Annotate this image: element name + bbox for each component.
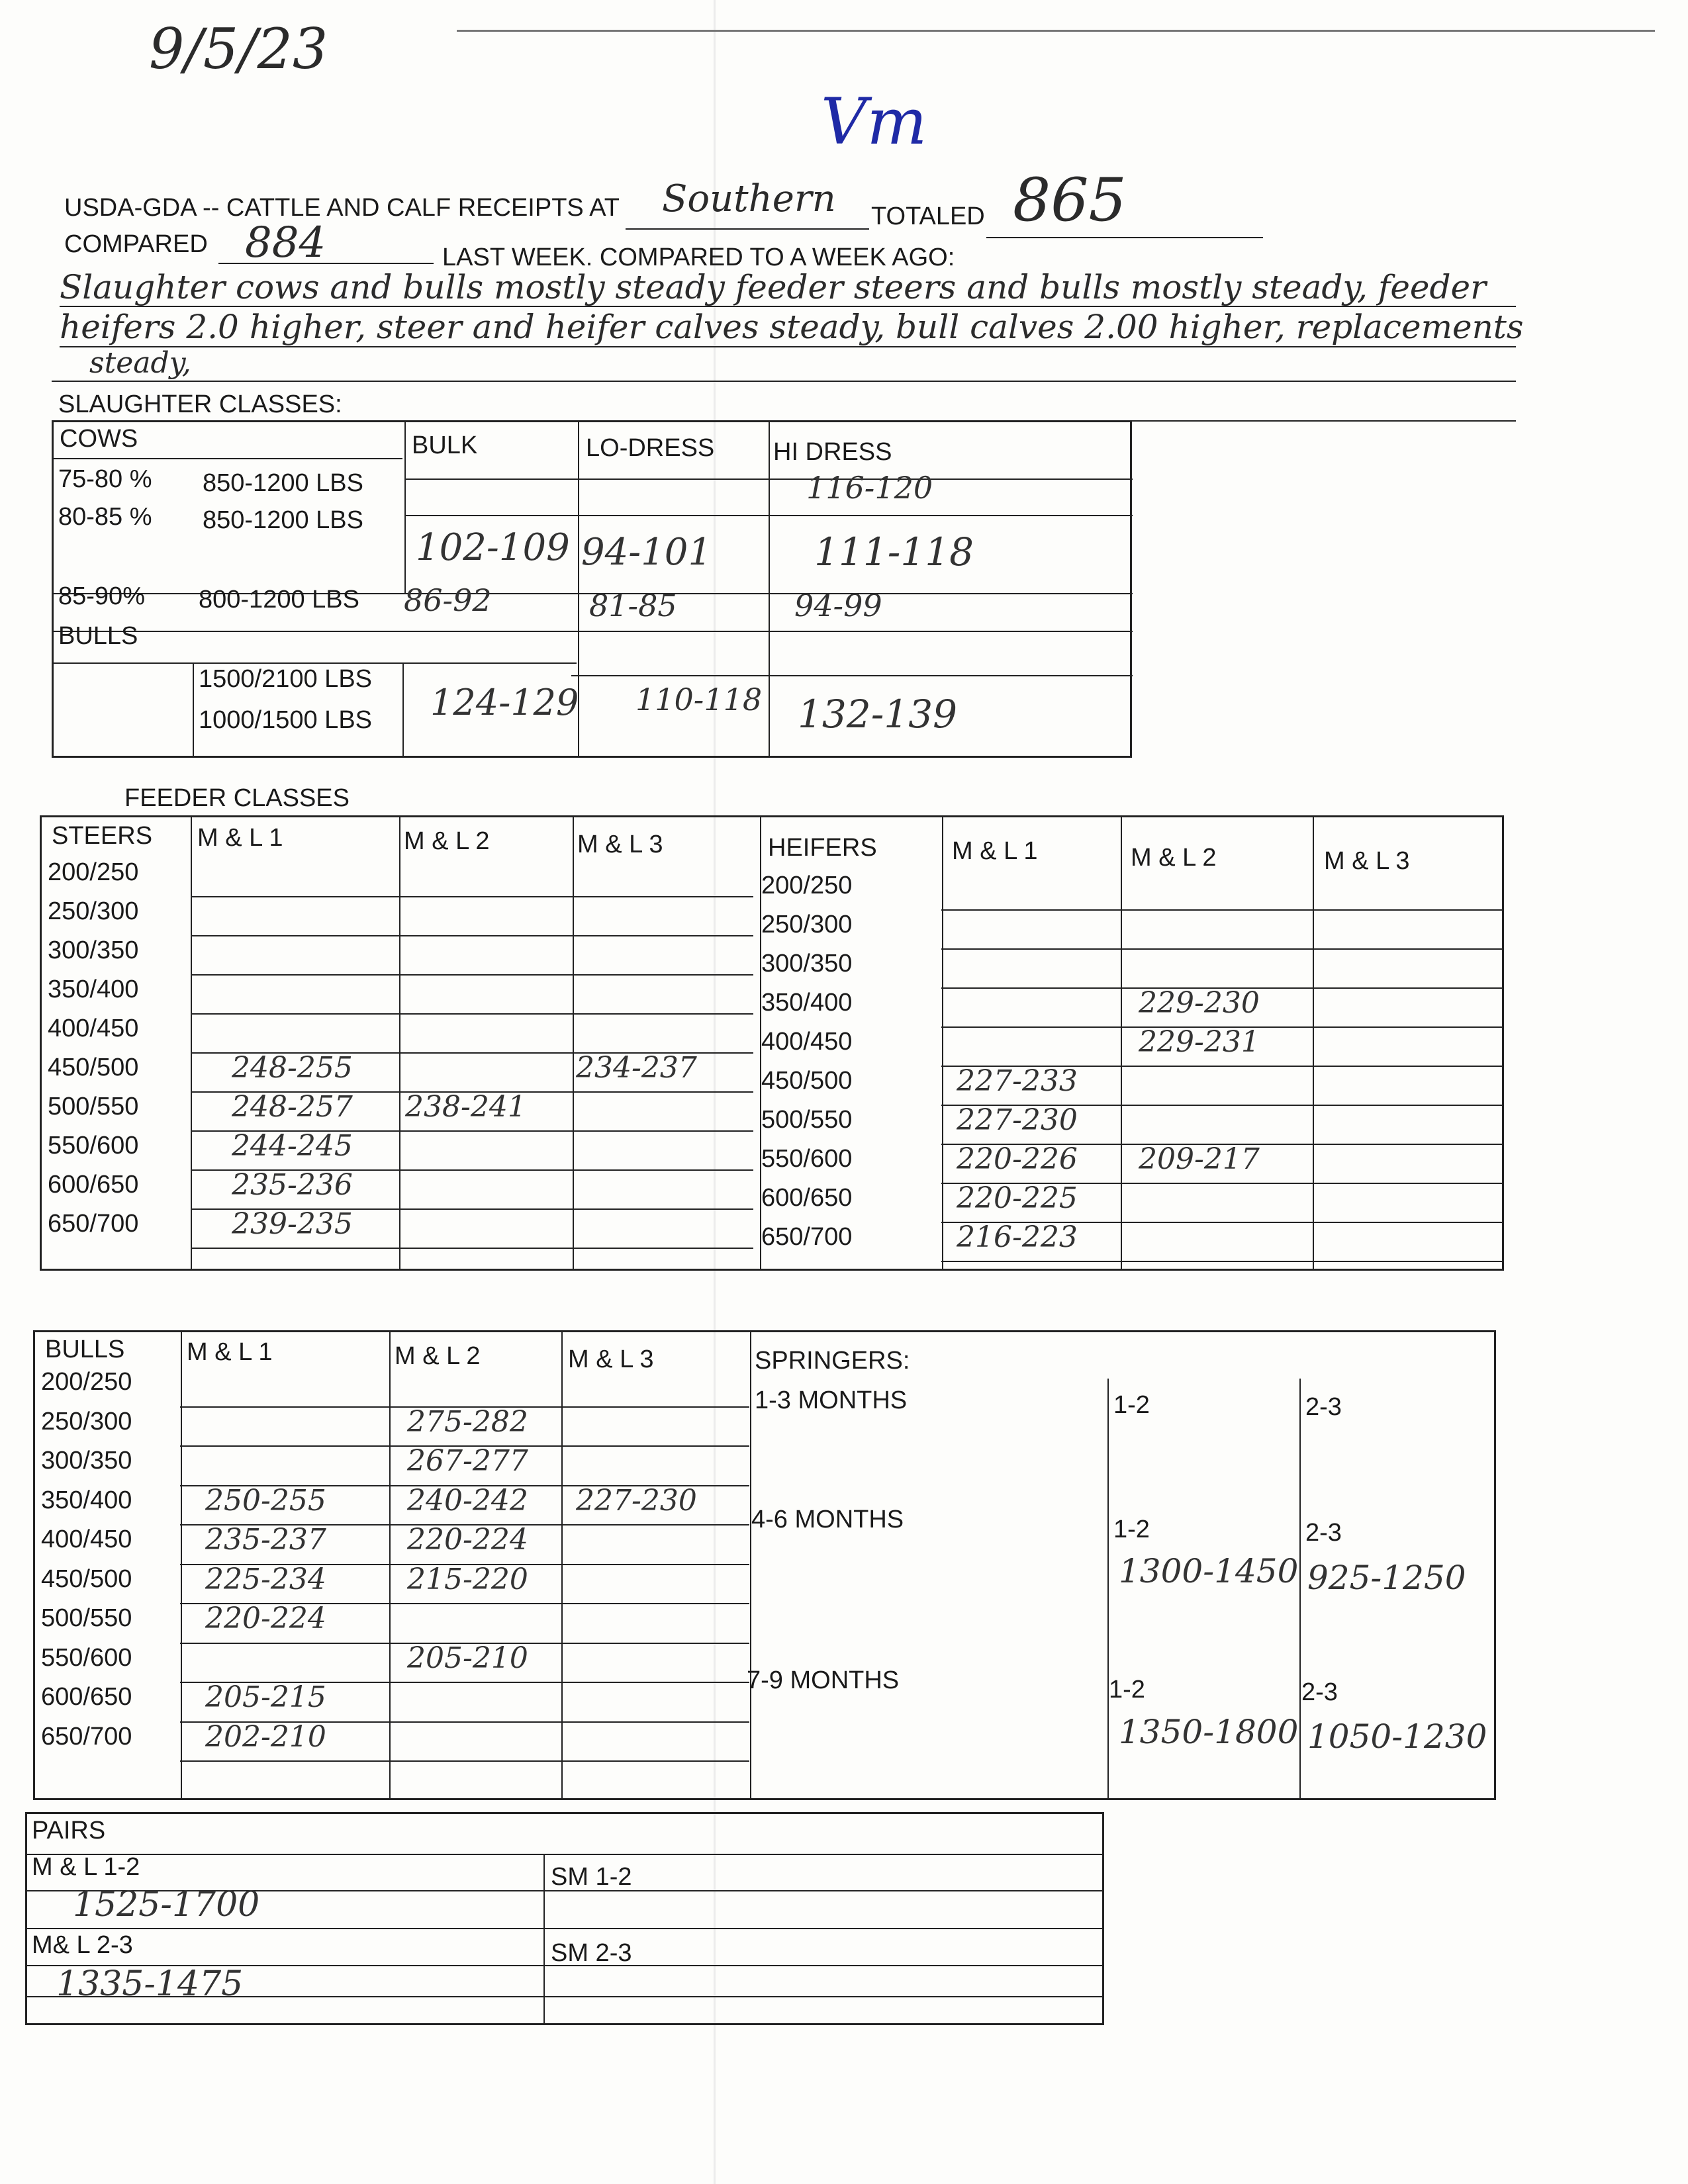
bulls-grade-1: M & L 1 [187, 1338, 273, 1366]
steer-row-9-grade-1: 235-236 [232, 1168, 353, 1202]
springers-row-2-c2: 2-3 [1305, 1519, 1342, 1547]
steer-row-rule [191, 935, 753, 936]
date-handwritten: 9/5/23 [149, 17, 328, 81]
cow-row-3-bulk: 86-92 [404, 582, 492, 618]
pairs-row-1-right: SM 1-2 [551, 1863, 632, 1891]
comment-line-3: steady, [89, 346, 191, 380]
bull-feeder-row-rule [180, 1760, 749, 1762]
cow-row-2-hi: 111-118 [814, 529, 974, 574]
steer-row-8-grade-1: 244-245 [232, 1129, 353, 1163]
comment-line-2: heifers 2.0 higher, steer and heifer calves steady, bull calves 2.00 higher, replacements [60, 308, 1524, 346]
bull-feeder-weight-7: 500/550 [41, 1604, 132, 1632]
steer-weight-7: 500/550 [48, 1093, 139, 1120]
springers-title: SPRINGERS: [755, 1347, 910, 1375]
heifer-row-rule [941, 948, 1504, 950]
bull-feeder-weight-8: 550/600 [41, 1643, 132, 1672]
heifer-row-9-grade-1: 220-225 [957, 1181, 1078, 1215]
springers-row-2-v1: 1300-1450 [1119, 1552, 1299, 1590]
steer-weight-3: 300/350 [48, 936, 139, 964]
heifer-row-8-grade-1: 220-226 [957, 1142, 1078, 1176]
bull-feeder-row-3-grade-2: 267-277 [407, 1444, 528, 1478]
springers-row-3-c1: 1-2 [1109, 1676, 1145, 1704]
springers-row-3-v2: 1050-1230 [1307, 1717, 1487, 1756]
bull-feeder-row-4-grade-3: 227-230 [576, 1483, 697, 1518]
cow-row-3-pct: 85-90% [58, 582, 145, 610]
col-hi-dress: HI DRESS [773, 438, 892, 466]
cow-row-2-bulk: 102-109 [416, 526, 570, 569]
bull-feeder-row-5-grade-2: 220-224 [407, 1523, 528, 1557]
comment-rule-2 [60, 346, 1516, 347]
heifer-weight-4: 350/400 [761, 989, 853, 1017]
steer-row-6-grade-3: 234-237 [576, 1051, 697, 1085]
heifer-row-rule [941, 1261, 1504, 1262]
totaled-label: TOTALED [871, 203, 985, 230]
bull-feeder-weight-1: 200/250 [41, 1368, 132, 1396]
total-underline [986, 237, 1263, 238]
springers-row-2-c1: 1-2 [1113, 1516, 1150, 1543]
location-underline [626, 228, 869, 230]
bull-feeder-weight-4: 350/400 [41, 1486, 132, 1514]
heifer-weight-7: 500/550 [761, 1106, 853, 1134]
springers-row-1-c1: 1-2 [1113, 1391, 1150, 1419]
initials-handwritten: Vm [821, 85, 927, 159]
pairs-row-1-left: M & L 1-2 [32, 1853, 140, 1881]
bulls-label: BULLS [58, 622, 138, 650]
comment-rule-3 [52, 381, 1516, 382]
heifers-grade-3: M & L 3 [1324, 847, 1410, 875]
last-week-label: LAST WEEK. COMPARED TO A WEEK AGO: [442, 244, 955, 271]
springers-row-1-c2: 2-3 [1305, 1393, 1342, 1421]
cow-row-2-lo: 94-101 [581, 531, 712, 574]
steer-row-rule [191, 896, 753, 897]
cow-row-3-lo: 81-85 [589, 588, 677, 623]
steer-row-7-grade-1: 248-257 [232, 1090, 353, 1124]
bull-hi: 132-139 [798, 692, 958, 737]
heifer-weight-5: 400/450 [761, 1028, 853, 1056]
bull-feeder-weight-6: 450/500 [41, 1565, 132, 1593]
bull-feeder-row-9-grade-1: 205-215 [205, 1680, 326, 1714]
compared-label: COMPARED [64, 230, 208, 258]
cow-row-3-weight: 800-1200 LBS [199, 586, 359, 614]
steer-row-rule [191, 1013, 753, 1015]
heifer-row-4-grade-2: 229-230 [1139, 986, 1260, 1020]
bull-feeder-weight-5: 400/450 [41, 1525, 132, 1553]
heifer-weight-8: 550/600 [761, 1145, 853, 1173]
slaughter-title: SLAUGHTER CLASSES: [58, 390, 342, 418]
steer-weight-10: 650/700 [48, 1210, 139, 1238]
pairs-title: PAIRS [32, 1817, 106, 1844]
springers-row-3-v1: 1350-1800 [1119, 1713, 1299, 1751]
bull-feeder-row-6-grade-2: 215-220 [407, 1562, 528, 1596]
bull-lo: 110-118 [635, 682, 763, 717]
receipts-label: USDA-GDA -- CATTLE AND CALF RECEIPTS AT [64, 194, 620, 222]
pairs-row-2-left: M& L 2-3 [32, 1931, 133, 1959]
heifer-row-rule [941, 909, 1504, 911]
bull-feeder-row-4-grade-2: 240-242 [407, 1483, 528, 1518]
heifer-weight-9: 600/650 [761, 1184, 853, 1212]
bull-feeder-weight-3: 300/350 [41, 1447, 132, 1475]
springers-row-2-label: 4-6 MONTHS [751, 1506, 904, 1533]
steer-row-7-grade-2: 238-241 [405, 1090, 526, 1124]
pairs-row-1-value: 1525-1700 [73, 1885, 260, 1925]
cow-row-1-hi: 116-120 [806, 470, 933, 506]
bull-weight-1: 1500/2100 LBS [199, 665, 373, 693]
steer-row-10-grade-1: 239-235 [232, 1207, 353, 1241]
steer-weight-4: 350/400 [48, 976, 139, 1003]
springers-row-3-c2: 2-3 [1301, 1678, 1338, 1706]
heifers-grade-2: M & L 2 [1131, 844, 1217, 872]
bull-feeder-row-5-grade-1: 235-237 [205, 1523, 326, 1557]
heifer-row-5-grade-2: 229-231 [1139, 1025, 1260, 1059]
bull-feeder-weight-2: 250/300 [41, 1407, 132, 1435]
bull-feeder-row-6-grade-1: 225-234 [205, 1562, 326, 1596]
pairs-row-2-value: 1335-1475 [56, 1964, 244, 2004]
heifer-weight-10: 650/700 [761, 1223, 853, 1251]
feeder-title: FEEDER CLASSES [124, 784, 350, 812]
bulls-feeder-label: BULLS [45, 1336, 125, 1363]
heifer-weight-1: 200/250 [761, 872, 853, 899]
heifer-row-7-grade-1: 227-230 [957, 1103, 1078, 1137]
cows-label: COWS [60, 425, 138, 453]
col-bulk: BULK [412, 432, 478, 459]
cow-row-1-weight: 850-1200 LBS [203, 469, 363, 497]
steer-weight-8: 550/600 [48, 1132, 139, 1160]
bull-feeder-row-7-grade-1: 220-224 [205, 1602, 326, 1635]
bulls-grade-3: M & L 3 [568, 1345, 654, 1373]
steer-weight-2: 250/300 [48, 897, 139, 925]
bulls-grade-2: M & L 2 [395, 1342, 481, 1370]
top-rule [457, 30, 1655, 32]
heifer-weight-2: 250/300 [761, 911, 853, 938]
cow-row-1-pct: 75-80 % [58, 465, 152, 493]
steer-row-rule [191, 1248, 753, 1249]
steers-label: STEERS [52, 822, 153, 850]
bull-feeder-row-4-grade-1: 250-255 [205, 1483, 326, 1518]
steers-grade-3: M & L 3 [577, 831, 663, 858]
bull-weight-2: 1000/1500 LBS [199, 706, 373, 734]
col-lo-dress: LO-DRESS [586, 434, 715, 462]
heifers-label: HEIFERS [768, 834, 877, 862]
heifers-grade-1: M & L 1 [952, 837, 1038, 865]
bull-feeder-weight-10: 650/700 [41, 1722, 132, 1751]
steer-weight-9: 600/650 [48, 1171, 139, 1199]
total-value: 865 [1013, 165, 1127, 235]
springers-row-3-label: 7-9 MONTHS [747, 1666, 900, 1694]
heifer-weight-6: 450/500 [761, 1067, 853, 1095]
springers-row-2-v2: 925-1250 [1307, 1559, 1466, 1597]
bull-feeder-weight-9: 600/650 [41, 1683, 132, 1711]
bull-feeder-row-10-grade-1: 202-210 [205, 1719, 326, 1754]
bull-feeder-row-8-grade-2: 205-210 [407, 1641, 528, 1675]
pairs-row-2-right: SM 2-3 [551, 1939, 632, 1967]
heifer-row-8-grade-2: 209-217 [1139, 1142, 1260, 1176]
bull-feeder-row-2-grade-2: 275-282 [407, 1404, 528, 1439]
comment-line-1: Slaughter cows and bulls mostly steady feeder steers and bulls mostly steady, feeder [60, 268, 1487, 306]
steer-row-rule [191, 974, 753, 976]
steer-weight-6: 450/500 [48, 1054, 139, 1081]
bull-bulk: 124-129 [430, 682, 579, 723]
steers-grade-1: M & L 1 [197, 824, 283, 852]
steers-grade-2: M & L 2 [404, 827, 490, 855]
cow-row-2-pct: 80-85 % [58, 503, 152, 531]
heifer-row-10-grade-1: 216-223 [957, 1220, 1078, 1254]
steer-weight-5: 400/450 [48, 1015, 139, 1042]
heifer-weight-3: 300/350 [761, 950, 853, 978]
cow-row-3-hi: 94-99 [794, 588, 882, 623]
comment-rule-1 [60, 306, 1516, 307]
location-value: Southern [662, 177, 836, 220]
cow-row-2-weight: 850-1200 LBS [203, 506, 363, 534]
steer-row-6-grade-1: 248-255 [232, 1051, 353, 1085]
compared-value: 884 [245, 218, 326, 267]
steer-weight-1: 200/250 [48, 858, 139, 886]
springers-row-1-label: 1-3 MONTHS [755, 1387, 908, 1414]
heifer-row-6-grade-1: 227-233 [957, 1064, 1078, 1098]
